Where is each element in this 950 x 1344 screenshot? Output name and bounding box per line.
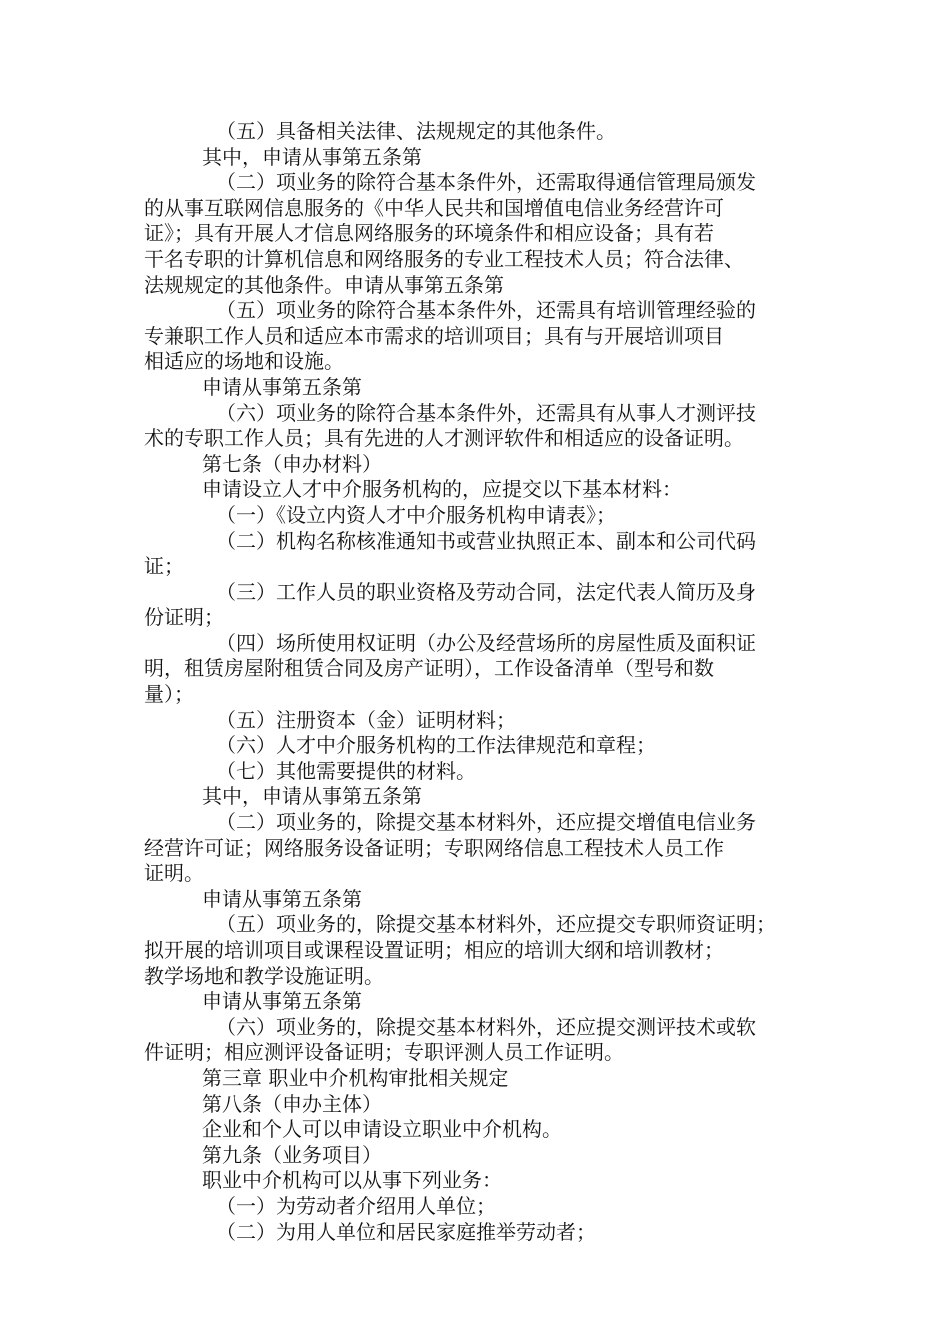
text-line: 量）； (144, 682, 194, 707)
text-line: 教学场地和教学设施证明。 (144, 963, 384, 988)
text-line: 申请设立人才中介服务机构的，应提交以下基本材料： (202, 477, 682, 502)
text-line: （二）为用人单位和居民家庭推举劳动者； (216, 1219, 596, 1244)
text-line: （七）其他需要提供的材料。 (216, 758, 476, 783)
text-line: 第七条（申办材料） (202, 451, 382, 476)
text-line: （五）注册资本（金）证明材料； (216, 707, 516, 732)
text-line: 职业中介机构可以从事下列业务： (202, 1168, 502, 1193)
text-line: 的从事互联网信息服务的《中华人民共和国增值电信业务经营许可 (144, 195, 724, 220)
text-line: （四）场所使用权证明（办公及经营场所的房屋性质及面积证 (216, 630, 756, 655)
text-line: 证； (144, 554, 184, 579)
text-line: 申请从事第五条第 (202, 989, 362, 1014)
text-line: （五）项业务的，除提交基本材料外，还应提交专职师资证明； (216, 912, 776, 937)
text-line: 企业和个人可以申请设立职业中介机构。 (202, 1117, 562, 1142)
text-line: 件证明；相应测评设备证明；专职评测人员工作证明。 (144, 1040, 624, 1065)
text-line: （一）《设立内资人才中介服务机构申请表》； (216, 502, 616, 527)
text-line: （五）项业务的除符合基本条件外，还需具有培训管理经验的 (216, 298, 756, 323)
text-line: （六）项业务的除符合基本条件外，还需具有从事人才测评技 (216, 400, 756, 425)
document-body (144, 119, 824, 1245)
text-line: 法规规定的其他条件。申请从事第五条第 (144, 272, 504, 297)
text-line: （五）具备相关法律、法规规定的其他条件。 (216, 119, 616, 143)
text-line: （二）机构名称核准通知书或营业执照正本、副本和公司代码 (216, 528, 756, 553)
text-line: 其中，申请从事第五条第 (202, 144, 422, 169)
text-line: 术的专职工作人员；具有先进的人才测评软件和相适应的设备证明。 (144, 426, 744, 451)
text-line: 其中，申请从事第五条第 (202, 784, 422, 809)
text-line: 相适应的场地和设施。 (144, 349, 344, 374)
text-line: 专兼职工作人员和适应本市需求的培训项目；具有与开展培训项目 (144, 323, 724, 348)
text-line: 份证明； (144, 605, 224, 630)
text-line: （二）项业务的，除提交基本材料外，还应提交增值电信业务 (216, 810, 756, 835)
text-line: 第八条（申办主体） (202, 1091, 382, 1116)
text-line: （一）为劳动者介绍用人单位； (216, 1193, 496, 1218)
text-line: 证明。 (144, 861, 204, 886)
text-line: （三）工作人员的职业资格及劳动合同，法定代表人简历及身 (216, 579, 756, 604)
text-line: 干名专职的计算机信息和网络服务的专业工程技术人员；符合法律、 (144, 246, 744, 271)
text-line: 明，租赁房屋附租赁合同及房产证明），工作设备清单（型号和数 (144, 656, 714, 681)
text-line: 经营许可证；网络服务设备证明；专职网络信息工程技术人员工作 (144, 835, 724, 860)
text-line: （六）项业务的，除提交基本材料外，还应提交测评技术或软 (216, 1014, 756, 1039)
text-line: 申请从事第五条第 (202, 374, 362, 399)
text-line: （二）项业务的除符合基本条件外，还需取得通信管理局颁发 (216, 170, 756, 195)
text-line: 第三章 职业中介机构审批相关规定 (202, 1065, 509, 1090)
text-line: 拟开展的培训项目或课程设置证明；相应的培训大纲和培训教材； (144, 938, 724, 962)
text-line: 证》；具有开展人才信息网络服务的环境条件和相应设备；具有若 (144, 221, 714, 246)
text-line: 申请从事第五条第 (202, 886, 362, 911)
text-line: 第九条（业务项目） (202, 1142, 382, 1167)
text-line: （六）人才中介服务机构的工作法律规范和章程； (216, 733, 656, 758)
